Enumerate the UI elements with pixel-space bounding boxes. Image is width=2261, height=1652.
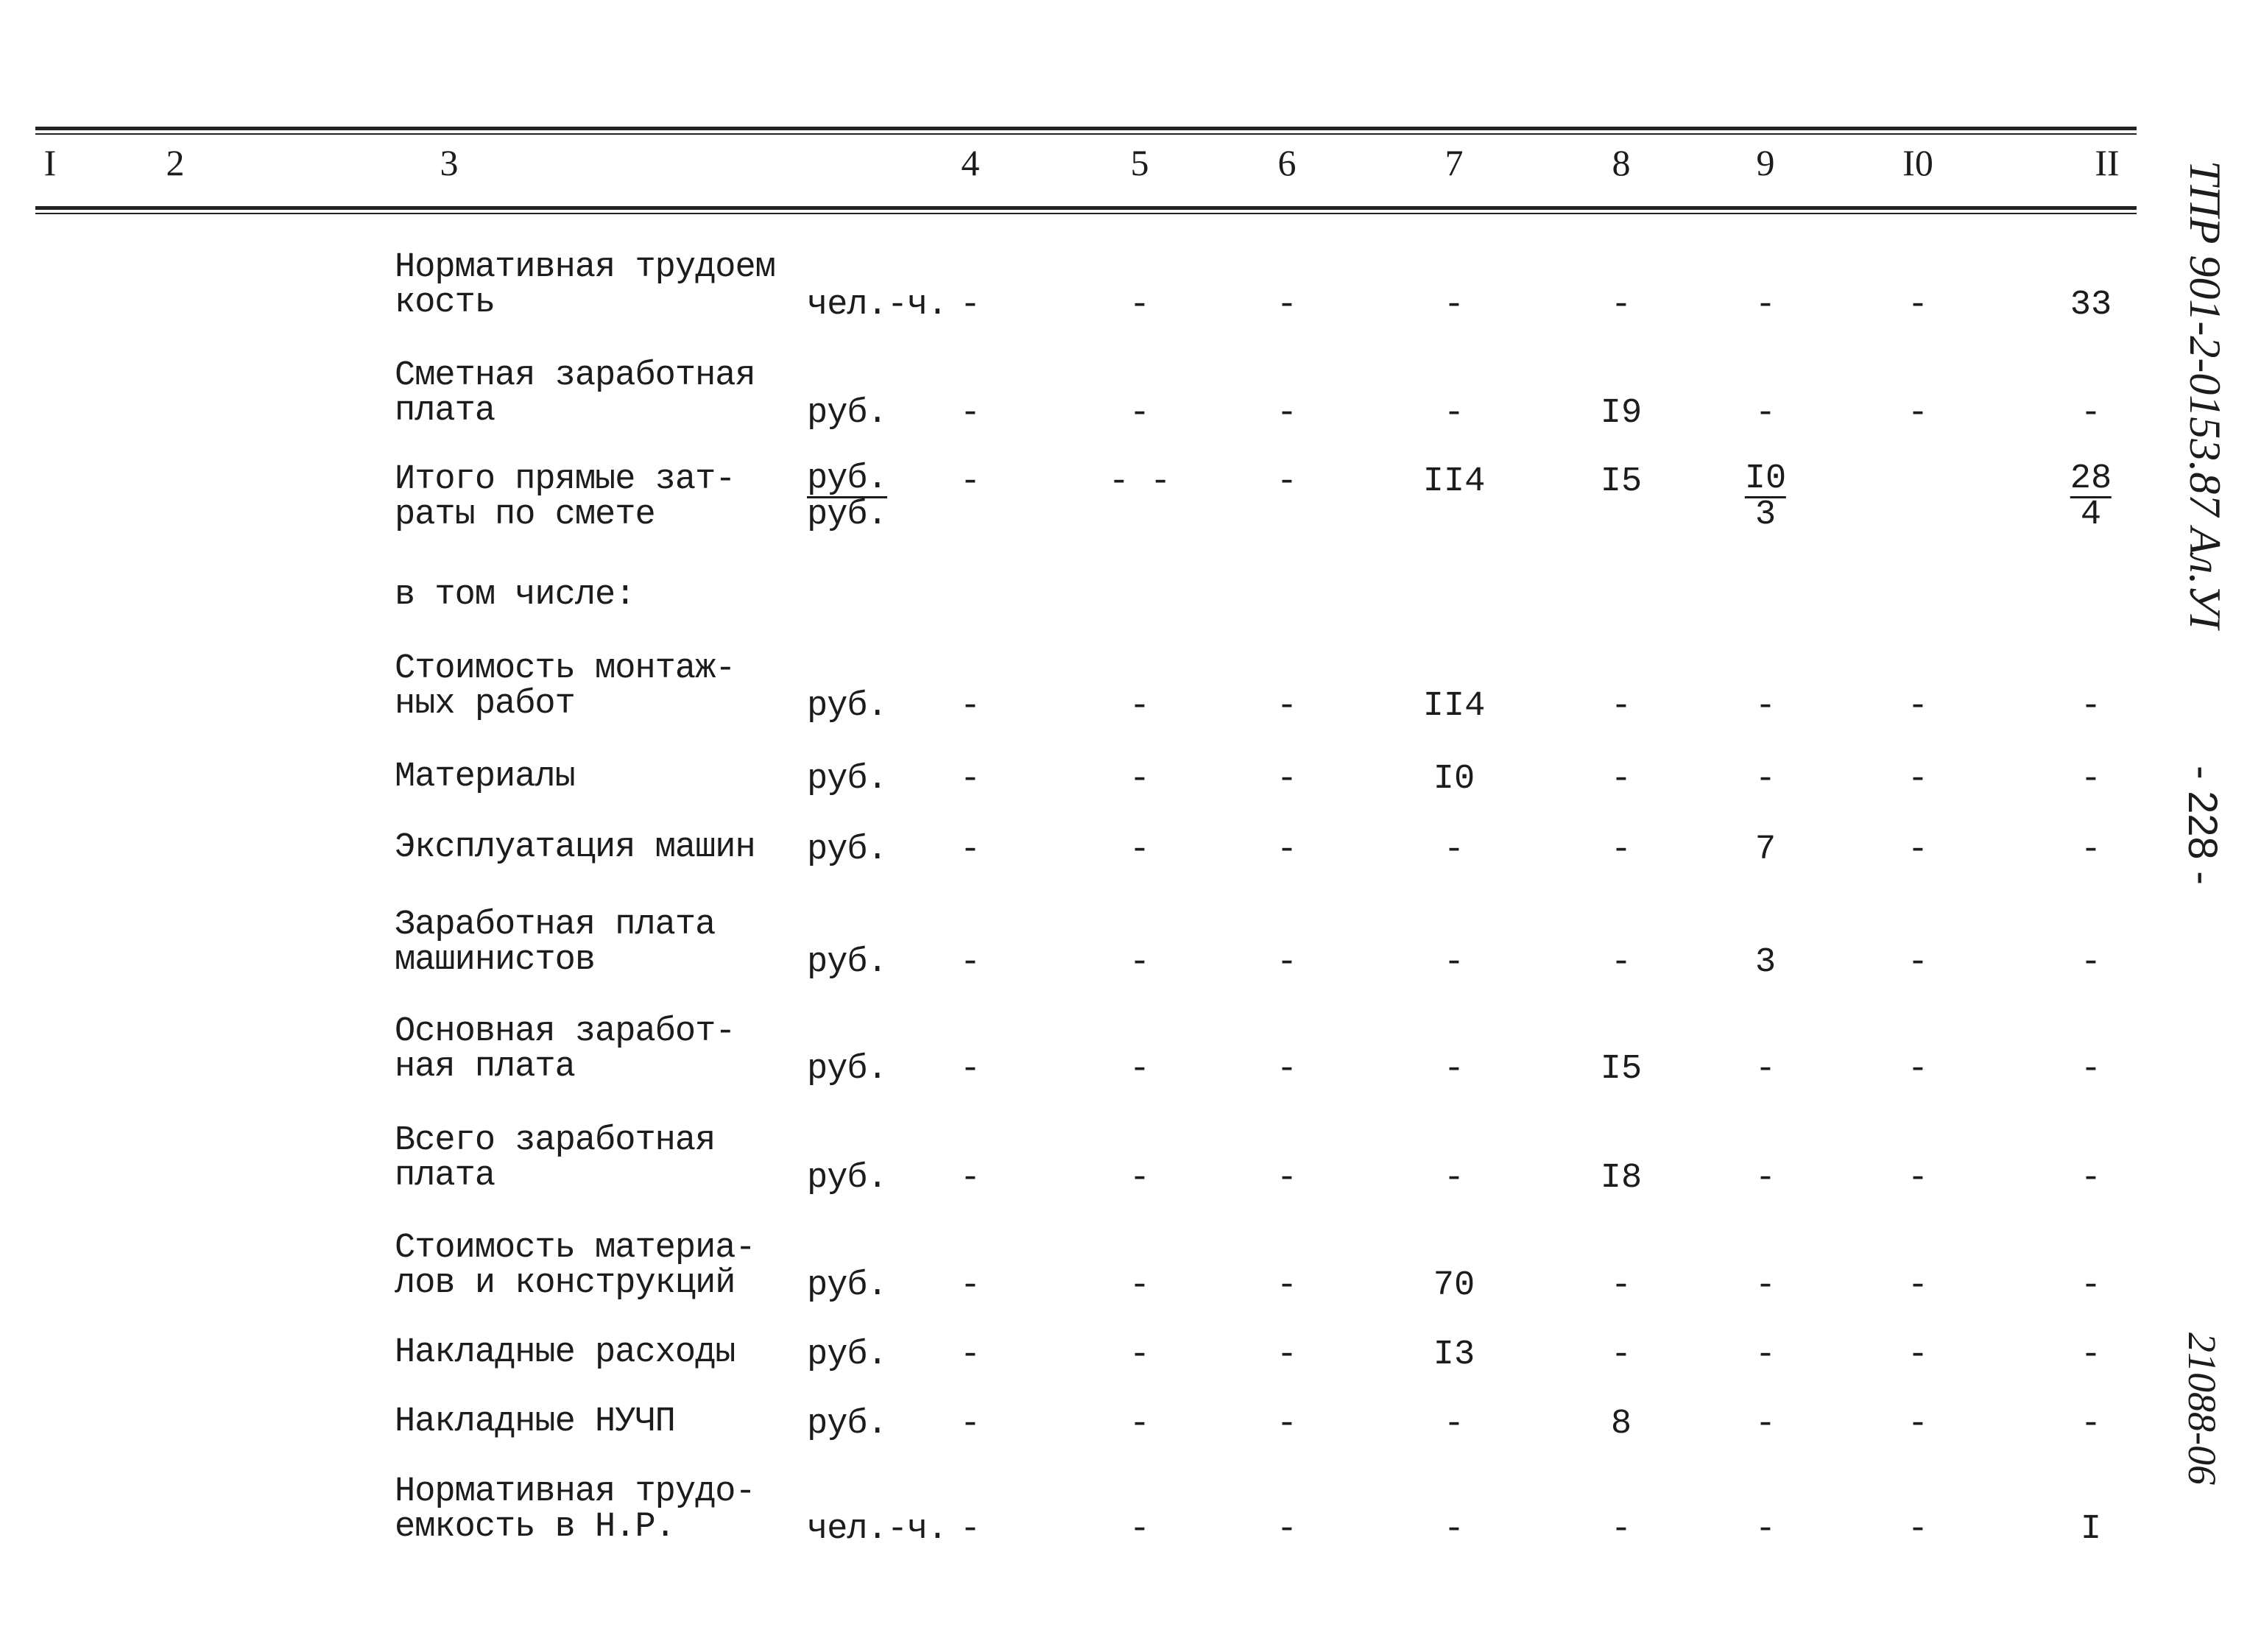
row-label-line: раты по смете	[395, 495, 655, 534]
table-top-rule	[35, 127, 2137, 130]
row-label-line: лов и конструкций	[395, 1264, 736, 1303]
column-number: 7	[1445, 142, 1464, 183]
table-cell: 7	[1754, 830, 1777, 869]
row-label-line: Сметная заработная	[395, 356, 755, 395]
row-label-line: Нормативная трудо-	[395, 1472, 755, 1511]
row-label	[395, 1014, 807, 1085]
table-cell: -	[1443, 1510, 1465, 1549]
row-label-line: плата	[395, 392, 495, 431]
page-number: - 228 -	[2180, 766, 2226, 885]
row-label-line: плата	[395, 1157, 495, 1196]
table-cell: -	[959, 830, 981, 869]
row-label	[395, 1231, 807, 1302]
cell-numerator: I0	[1744, 459, 1787, 498]
table-cell: -	[959, 943, 981, 982]
table-cell: -	[1129, 1159, 1151, 1198]
unit-numerator: руб.	[807, 459, 887, 498]
row-unit	[807, 459, 887, 534]
table-cell: I5	[1600, 1050, 1643, 1089]
table-cell: -	[2080, 1335, 2102, 1374]
unit-denominator: руб.	[807, 495, 887, 534]
table-cell: -	[1907, 286, 1929, 325]
table-cell: I	[2080, 1510, 2102, 1549]
row-label	[395, 1402, 807, 1441]
table-cell: -	[959, 462, 981, 501]
row-label-line: Накладные расходы	[395, 1333, 736, 1372]
column-number: 8	[1612, 142, 1631, 183]
table-cell: -	[959, 760, 981, 799]
table-cell: -	[1907, 943, 1929, 982]
row-label	[395, 578, 807, 613]
row-label-line: ная плата	[395, 1048, 575, 1087]
table-cell: -	[2080, 830, 2102, 869]
column-number: 4	[961, 142, 980, 183]
table-cell: I0	[1433, 760, 1475, 799]
table-cell: -	[1276, 1159, 1298, 1198]
table-cell: II4	[1422, 687, 1486, 726]
table-cell: -	[1129, 687, 1151, 726]
row-label	[395, 649, 807, 724]
table-cell: -	[1907, 1405, 1929, 1444]
table-cell: -	[2080, 943, 2102, 982]
table-cell: -	[1754, 760, 1777, 799]
table-cell: -	[1907, 687, 1929, 726]
table-cell: -	[1754, 1159, 1777, 1198]
table-cell: 70	[1433, 1266, 1475, 1305]
row-label-line: Стоимость монтаж-	[395, 649, 736, 688]
row-label	[395, 760, 807, 795]
table-cell: -	[1129, 1266, 1151, 1305]
row-label-line: Всего заработная	[395, 1121, 716, 1160]
table-cell: -	[959, 687, 981, 726]
table-cell: -	[2080, 1266, 2102, 1305]
row-label	[395, 1472, 807, 1547]
row-label-line: Эксплуатация машин	[395, 828, 755, 867]
table-cell: -	[959, 1266, 981, 1305]
table-cell: I8	[1600, 1159, 1643, 1198]
cell-denominator: 4	[2080, 495, 2102, 534]
table-cell: 3	[1754, 943, 1777, 982]
table-cell: -	[1443, 286, 1465, 325]
table-cell: -	[1754, 1510, 1777, 1549]
table-cell: -	[959, 394, 981, 433]
document-code: ТПР 901-2-0153.87 Ал.УI	[2181, 160, 2229, 629]
row-unit: руб.	[807, 830, 887, 869]
row-label-line: Накладные НУЧП	[395, 1402, 675, 1441]
row-unit: руб.	[807, 1405, 887, 1444]
table-cell: -	[1443, 830, 1465, 869]
row-unit: руб.	[807, 943, 887, 982]
table-cell: -	[1610, 1266, 1632, 1305]
table-cell: -	[1443, 943, 1465, 982]
row-unit: руб.	[807, 687, 887, 726]
column-number: 6	[1277, 142, 1297, 183]
header-bottom-rule	[35, 206, 2137, 210]
table-cell: -	[959, 1335, 981, 1374]
row-unit: руб.	[807, 1335, 887, 1374]
table-cell: -	[1276, 394, 1298, 433]
table-cell: -	[959, 1050, 981, 1089]
table-cell: -	[1907, 830, 1929, 869]
table-cell: - -	[1108, 462, 1171, 501]
row-label-line: в том числе:	[395, 576, 635, 615]
table-cell: -	[1907, 1266, 1929, 1305]
row-label-line: Итого прямые зат-	[395, 460, 736, 499]
table-cell: -	[1754, 1050, 1777, 1089]
row-label-line: Материалы	[395, 758, 575, 797]
table-cell: -	[1276, 1335, 1298, 1374]
table-cell: -	[1907, 1510, 1929, 1549]
table-cell: -	[959, 1510, 981, 1549]
table-cell: -	[1443, 394, 1465, 433]
table-cell: -	[1129, 1405, 1151, 1444]
column-number: I	[43, 142, 57, 183]
table-cell: -	[1129, 830, 1151, 869]
table-cell: -	[959, 286, 981, 325]
table-cell: -	[1907, 1159, 1929, 1198]
table-cell: -	[1443, 1405, 1465, 1444]
table-cell: -	[2080, 760, 2102, 799]
row-label-line: машинистов	[395, 941, 596, 980]
table-cell: 33	[2070, 286, 2112, 325]
table-cell: -	[2080, 687, 2102, 726]
table-cell: -	[1276, 943, 1298, 982]
row-unit: руб.	[807, 1050, 887, 1089]
row-unit: руб.	[807, 1159, 887, 1198]
table-cell: -	[1610, 760, 1632, 799]
row-label-line: Стоимость материа-	[395, 1229, 755, 1268]
table-cell: -	[2080, 1405, 2102, 1444]
table-cell: -	[1443, 1050, 1465, 1089]
table-cell: -	[1610, 687, 1632, 726]
table-cell: -	[1129, 1335, 1151, 1374]
table-cell: -	[1610, 830, 1632, 869]
row-label	[395, 908, 807, 978]
row-label	[395, 830, 807, 866]
table-cell: -	[1443, 1159, 1465, 1198]
table-cell: -	[1129, 943, 1151, 982]
table-cell: -	[1276, 760, 1298, 799]
table-cell: -	[1276, 1405, 1298, 1444]
table-cell: -	[2080, 1159, 2102, 1198]
row-label	[395, 1123, 807, 1194]
column-number: I0	[1902, 142, 1933, 183]
table-cell: -	[1907, 760, 1929, 799]
header-bottom-rule-thin	[35, 213, 2137, 214]
row-label	[395, 1335, 807, 1371]
row-label-line: кость	[395, 283, 495, 322]
table-cell: -	[1754, 286, 1777, 325]
row-unit: руб.	[807, 760, 887, 799]
table-cell: -	[1129, 394, 1151, 433]
table-cell: -	[1129, 760, 1151, 799]
table-cell: -	[1129, 1510, 1151, 1549]
table-cell: -	[1276, 687, 1298, 726]
cell-numerator: 28	[2070, 459, 2112, 498]
table-cell: -	[1907, 394, 1929, 433]
table-cell: -	[959, 1405, 981, 1444]
row-unit: чел.-ч.	[807, 1510, 948, 1549]
table-cell: -	[2080, 394, 2102, 433]
row-unit: руб.	[807, 394, 887, 433]
table-cell: -	[1754, 394, 1777, 433]
table-cell: -	[959, 1159, 981, 1198]
table-cell: II4	[1422, 462, 1486, 501]
table-cell: -	[1276, 1050, 1298, 1089]
table-cell: -	[1754, 1335, 1777, 1374]
table-cell: I5	[1600, 462, 1643, 501]
column-number: II	[2095, 142, 2120, 183]
row-label-line: ных работ	[395, 685, 575, 724]
table-cell: -	[1907, 1335, 1929, 1374]
table-cell: -	[1276, 1266, 1298, 1305]
row-label	[395, 356, 807, 431]
table-cell: -	[1754, 1266, 1777, 1305]
table-cell: -	[1907, 1050, 1929, 1089]
table-cell: -	[2080, 1050, 2102, 1089]
table-cell: 8	[1610, 1405, 1632, 1444]
table-cell: -	[1129, 1050, 1151, 1089]
table-cell: -	[1276, 286, 1298, 325]
table-cell	[1744, 459, 1787, 534]
table-cell: -	[1754, 1405, 1777, 1444]
table-cell: I9	[1600, 394, 1643, 433]
table-cell	[2070, 459, 2112, 534]
table-cell: -	[1610, 1510, 1632, 1549]
row-unit: чел.-ч.	[807, 286, 948, 325]
table-cell: I3	[1433, 1335, 1475, 1374]
row-label	[395, 250, 807, 321]
row-unit: руб.	[807, 1266, 887, 1305]
row-label-line: емкость в Н.Р.	[395, 1508, 675, 1547]
table-cell: -	[1754, 687, 1777, 726]
table-cell: -	[1276, 462, 1298, 501]
table-cell: -	[1610, 286, 1632, 325]
table-cell: -	[1610, 1335, 1632, 1374]
table-cell: -	[1610, 943, 1632, 982]
table-cell: -	[1129, 286, 1151, 325]
row-label	[395, 462, 807, 533]
table-cell: -	[1276, 1510, 1298, 1549]
column-number: 9	[1756, 142, 1775, 183]
row-label-line: Заработная плата	[395, 906, 716, 945]
table-cell: -	[1276, 830, 1298, 869]
row-label-line: Основная заработ-	[395, 1012, 736, 1051]
row-label-line: Нормативная трудоем	[395, 248, 775, 287]
column-number: 2	[166, 142, 185, 183]
archive-stamp: 21088-06	[2180, 1332, 2224, 1485]
column-number: 3	[440, 142, 459, 183]
cell-denominator: 3	[1754, 495, 1777, 534]
column-number: 5	[1130, 142, 1149, 183]
table-top-rule-thin	[35, 133, 2137, 135]
